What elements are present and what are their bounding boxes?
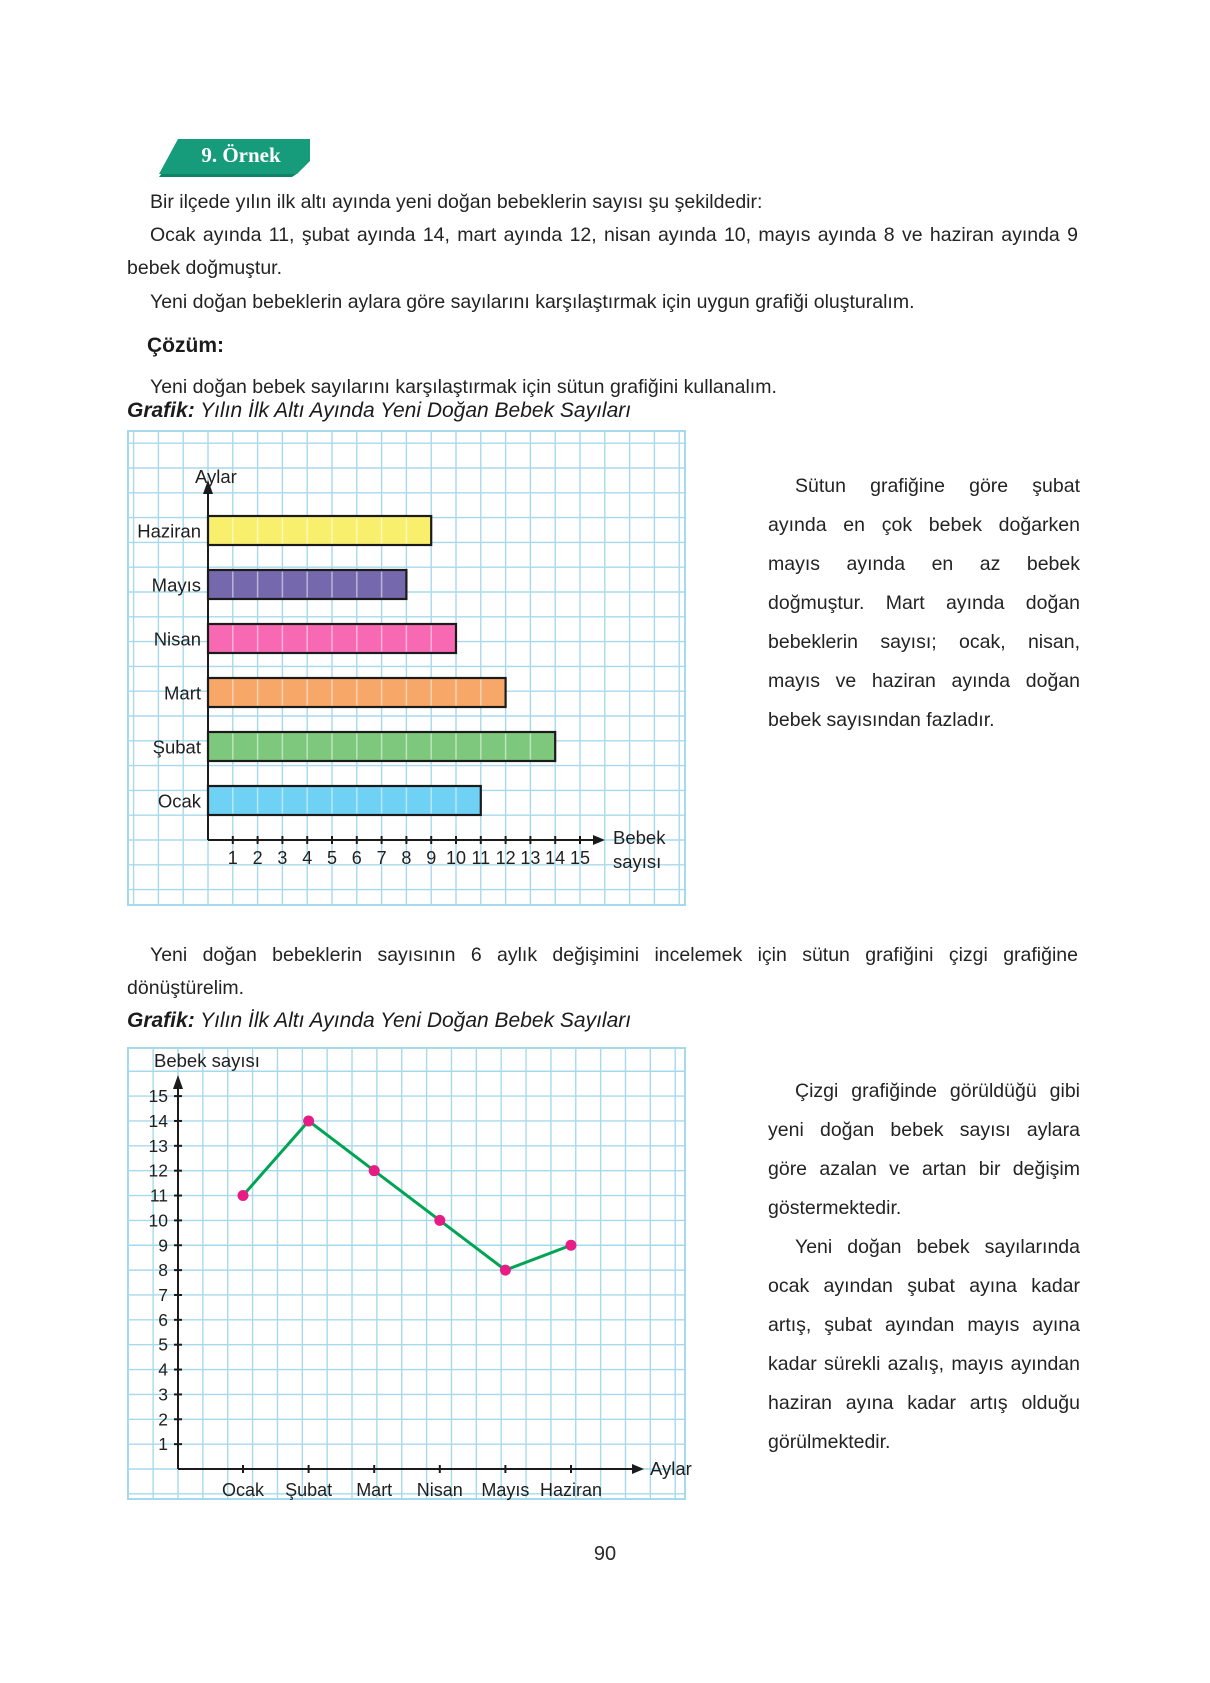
line-chart-note-paragraph-2: Yeni doğan bebek sayılarında ocak ayından şubat ayına kadar artış, şubat ayından mayıs ayına kadar sürekli azalış, mayıs ayından haziran ayına kadar artış olduğu görülmektedir. bbox=[768, 1236, 1080, 1453]
y-tick-label-2: 2 bbox=[158, 1409, 168, 1430]
bar-category-label-mart: Mart bbox=[164, 682, 201, 704]
value-tick-label-2: 2 bbox=[252, 848, 263, 868]
x-tick-label-mart: Mart bbox=[356, 1480, 393, 1500]
value-tick-label-8: 8 bbox=[401, 848, 412, 868]
bar-ocak bbox=[208, 786, 481, 815]
y-tick-label-11: 11 bbox=[149, 1185, 168, 1206]
solution-paragraph-1: Yeni doğan bebek sayılarını karşılaştırmak için sütun grafiğini kullanalım. bbox=[150, 376, 777, 398]
y-tick-label-5: 5 bbox=[158, 1334, 168, 1355]
bar-category-label-nisan: Nisan bbox=[153, 628, 201, 650]
x-tick-label-haziran: Haziran bbox=[539, 1480, 603, 1500]
value-tick-label-11: 11 bbox=[471, 848, 491, 868]
x-tick-label-ocak: Ocak bbox=[221, 1480, 265, 1500]
intro-paragraph-2: Ocak ayında 11, şubat ayında 14, mart ayında 12, nisan ayında 10, mayıs ayında 8 ve haziran ayında 9 bebek doğmuştur. bbox=[127, 224, 1078, 279]
bar-chart bbox=[127, 430, 727, 911]
category-axis-title: Aylar bbox=[195, 466, 237, 487]
y-tick-label-14: 14 bbox=[148, 1110, 168, 1131]
x-tick-label-nisan: Nisan bbox=[416, 1480, 463, 1500]
intro-paragraph-3: Yeni doğan bebeklerin aylara göre sayılarını karşılaştırmak için uygun grafiği oluşturalım. bbox=[150, 291, 915, 313]
x-axis-title: Aylar bbox=[650, 1458, 692, 1479]
value-tick-label-9: 9 bbox=[426, 848, 437, 868]
y-axis-title: Bebek sayısı bbox=[154, 1050, 260, 1071]
grid-lines bbox=[127, 1047, 686, 1500]
bar-chart-note-text: Sütun grafiğine göre şubat ayında en çok bebek doğarken mayıs ayında en az bebek doğmuştur. Mart ayında doğan bebeklerin sayısı; ocak, nisan, mayıs ve haziran ayında doğan bebek sayısından fazladır. bbox=[768, 475, 1080, 731]
example-badge bbox=[158, 139, 310, 177]
value-axis-title-line2: sayısı bbox=[613, 851, 662, 872]
value-axis-title-line1: Bebek bbox=[613, 827, 666, 848]
bar-haziran bbox=[208, 516, 431, 545]
data-point-ocak bbox=[238, 1190, 249, 1201]
value-tick-label-10: 10 bbox=[445, 848, 467, 868]
y-tick-label-15: 15 bbox=[148, 1086, 168, 1107]
data-point-haziran bbox=[566, 1240, 577, 1251]
y-tick-label-1: 1 bbox=[158, 1434, 168, 1455]
line-chart-note bbox=[768, 1072, 1080, 1462]
y-tick-label-3: 3 bbox=[158, 1384, 168, 1405]
value-axis-arrow bbox=[593, 835, 605, 845]
line-chart-svg bbox=[127, 1047, 727, 1502]
bar-category-label-şubat: Şubat bbox=[152, 736, 201, 758]
y-tick-label-7: 7 bbox=[158, 1284, 168, 1305]
bar-chart-title-text: Yılın İlk Altı Ayında Yeni Doğan Bebek Sayıları bbox=[200, 399, 632, 422]
y-tick-label-10: 10 bbox=[148, 1210, 168, 1231]
line-chart-note-paragraph-1: Çizgi grafiğinde görüldüğü gibi yeni doğan bebek sayısı aylara göre azalan ve artan bir değişim göstermektedir. bbox=[768, 1080, 1080, 1219]
bar-chart-svg bbox=[127, 430, 727, 906]
value-tick-label-3: 3 bbox=[277, 848, 288, 868]
value-tick-label-13: 13 bbox=[520, 848, 541, 868]
value-tick-label-5: 5 bbox=[326, 848, 338, 868]
data-point-şubat bbox=[303, 1115, 314, 1126]
bar-category-label-haziran: Haziran bbox=[137, 520, 201, 542]
bar-chart-title bbox=[127, 399, 631, 423]
data-point-mayıs bbox=[500, 1265, 511, 1276]
y-tick-label-6: 6 bbox=[158, 1309, 168, 1330]
line-chart-title bbox=[127, 1009, 631, 1033]
value-tick-label-15: 15 bbox=[569, 848, 591, 868]
y-tick-label-12: 12 bbox=[148, 1160, 168, 1181]
y-tick-label-9: 9 bbox=[158, 1235, 168, 1256]
bar-chart-note bbox=[768, 467, 1080, 740]
line-chart-title-text: Yılın İlk Altı Ayında Yeni Doğan Bebek Sayıları bbox=[200, 1009, 632, 1032]
value-tick-label-7: 7 bbox=[376, 848, 387, 868]
example-badge-label: 9. Örnek bbox=[201, 143, 281, 167]
x-axis-arrow bbox=[632, 1464, 644, 1474]
x-tick-label-şubat: Şubat bbox=[285, 1480, 333, 1500]
transition-paragraph: Yeni doğan bebeklerin sayısının 6 aylık değişimini incelemek için sütun grafiğini çizgi grafiğine dönüştürelim. bbox=[127, 944, 1078, 999]
value-tick-label-12: 12 bbox=[495, 848, 516, 868]
data-point-mart bbox=[369, 1165, 380, 1176]
grid-lines bbox=[127, 430, 686, 906]
line-chart-title-label: Grafik: bbox=[127, 1009, 195, 1032]
x-tick-label-mayıs: Mayıs bbox=[481, 1480, 530, 1500]
value-tick-label-4: 4 bbox=[302, 848, 313, 868]
y-tick-label-13: 13 bbox=[148, 1135, 168, 1156]
value-tick-label-6: 6 bbox=[351, 848, 362, 868]
value-tick-label-1: 1 bbox=[227, 848, 238, 868]
y-tick-label-4: 4 bbox=[158, 1359, 168, 1380]
line-chart bbox=[127, 1047, 727, 1507]
bar-category-label-mayıs: Mayıs bbox=[151, 574, 201, 596]
intro-paragraph-1: Bir ilçede yılın ilk altı ayında yeni doğan bebeklerin sayısı şu şekildedir: bbox=[150, 191, 763, 213]
y-tick-label-8: 8 bbox=[158, 1260, 168, 1281]
bar-chart-title-label: Grafik: bbox=[127, 399, 195, 422]
data-point-nisan bbox=[434, 1215, 445, 1226]
bar-category-label-ocak: Ocak bbox=[157, 790, 201, 812]
y-axis-arrow bbox=[173, 1075, 183, 1089]
page-number: 90 bbox=[593, 1543, 617, 1565]
solution-heading: Çözüm: bbox=[147, 334, 224, 357]
value-tick-label-14: 14 bbox=[545, 848, 566, 868]
grid-border bbox=[128, 1048, 685, 1499]
